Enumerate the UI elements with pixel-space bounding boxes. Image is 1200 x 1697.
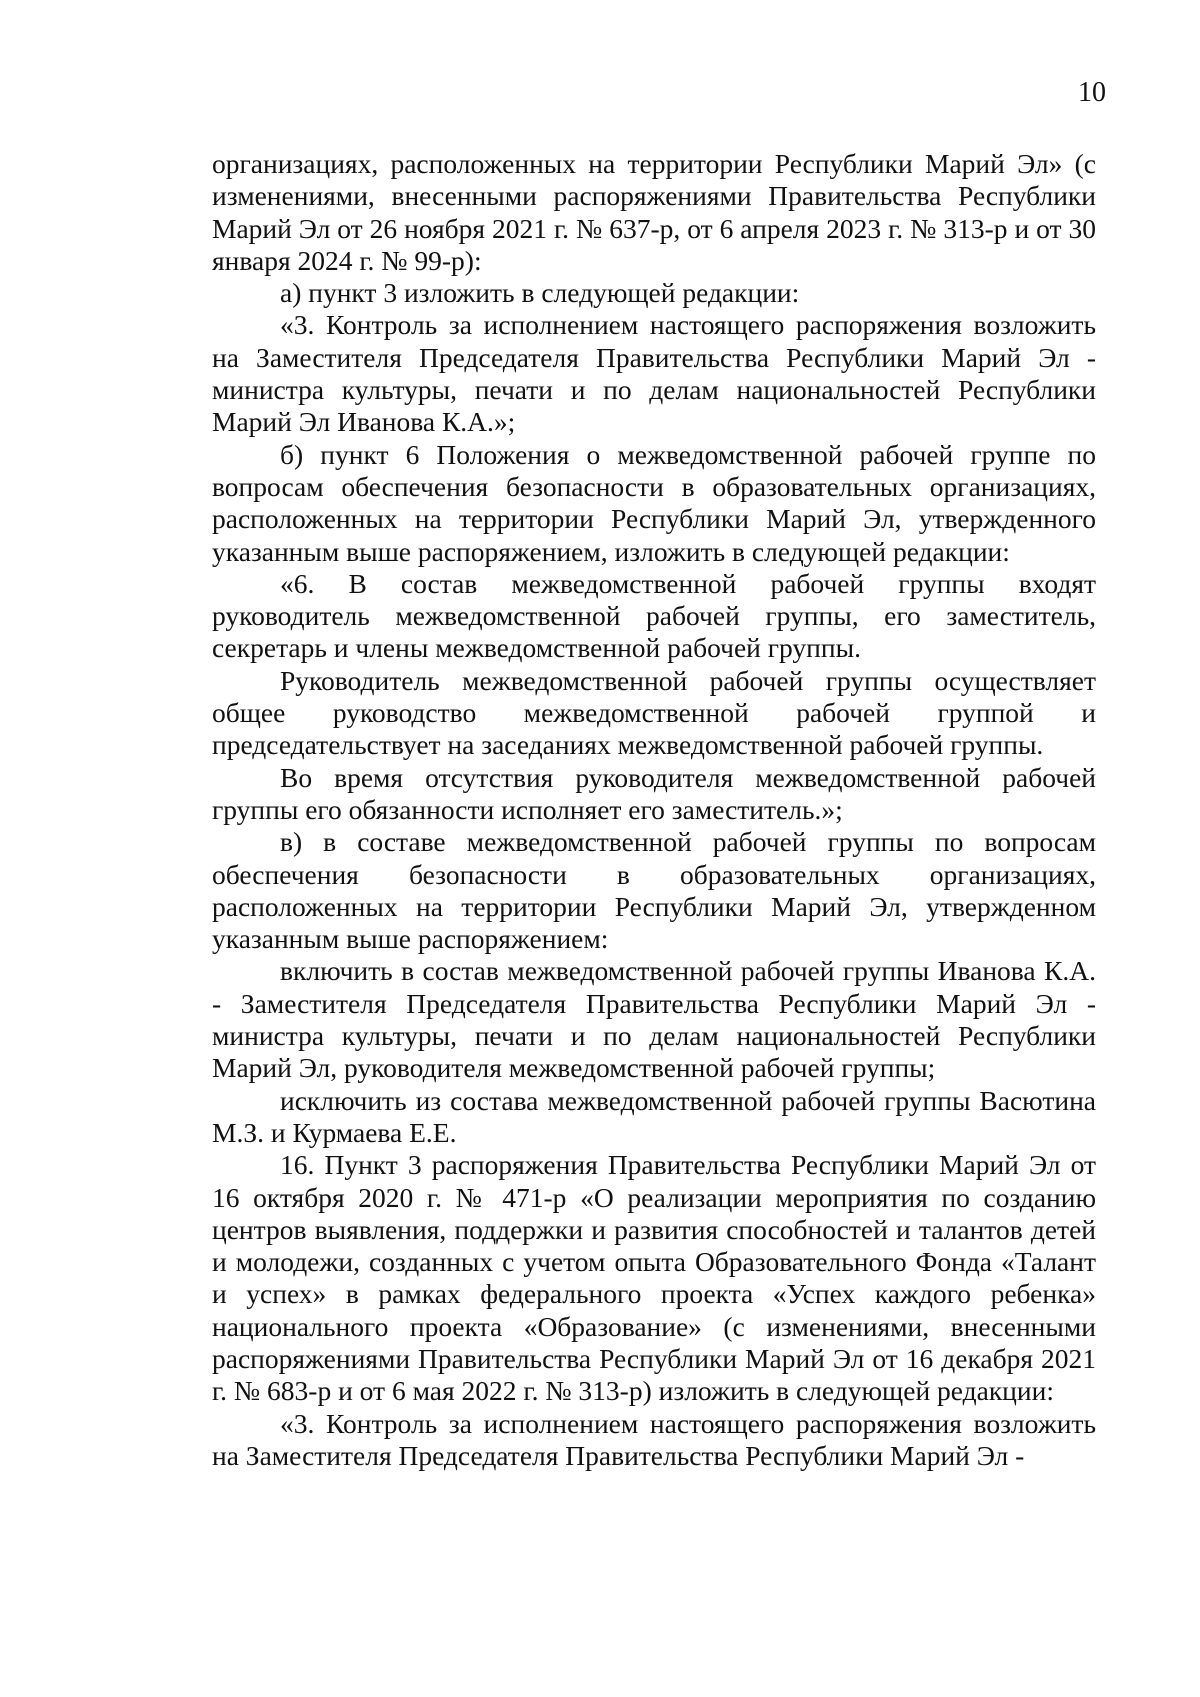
paragraph: 16. Пункт 3 распоряжения Правительства Республики Марий Эл от 16 октября 2020 г. № 471-р «О реализации мероприятия по созданию центров выявления, поддержки и развития способностей и талантов детей и молодежи, созданных с учетом опыта Образовательного Фонда «Талант и успех» в рамках федерального проекта «Успех каждого ребенка» национального проекта «Образование» (с изменениями, внесенными распоряжениями Правительства Республики Марий Эл от 16 декабря 2021 г. № 683-р и от 6 мая 2022 г. № 313-р) изложить в следующей редакции: [212, 1149, 1096, 1407]
paragraph: Руководитель межведомственной рабочей группы осуществляет общее руководство межведомственной рабочей группой и председательствует на заседаниях межведомственной рабочей группы. [212, 664, 1096, 761]
paragraph: «3. Контроль за исполнением настоящего распоряжения возложить на Заместителя Председателя Правительства Республики Марий Эл - министра культуры, печати и по делам национальностей Республики Марий Эл Иванова К.А.»; [212, 309, 1096, 438]
paragraph: исключить из состава межведомственной рабочей группы Васютина М.З. и Курмаева Е.Е. [212, 1084, 1096, 1148]
paragraph: б) пункт 6 Положения о межведомственной рабочей группе по вопросам обеспечения безопасности в образовательных организациях, расположенных на территории Республики Марий Эл, утвержденного указанным выше распоряжением, изложить в следующей редакции: [212, 438, 1096, 567]
paragraph: «6. В состав межведомственной рабочей группы входят руководитель межведомственной рабочей группы, его заместитель, секретарь и члены межведомственной рабочей группы. [212, 567, 1096, 664]
paragraph: а) пункт 3 изложить в следующей редакции: [280, 277, 800, 309]
paragraph: организациях, расположенных на территории Республики Марий Эл» (с изменениями, внесенными распоряжениями Правительства Республики Марий Эл от 26 ноября 2021 г. № 637-р, от 6 апреля 2023 г. № 313-р и от 30 января 2024 г. № 99-р): [212, 148, 1096, 276]
document-body [212, 148, 1096, 1472]
paragraph: Во время отсутствия руководителя межведомственной рабочей группы его обязанности исполняет его заместитель.»; [212, 761, 1096, 825]
paragraph: в) в составе межведомственной рабочей группы по вопросам обеспечения безопасности в образовательных организациях, расположенных на территории Республики Марий Эл, утвержденном указанным выше распоряжением: [212, 826, 1096, 955]
paragraph: «3. Контроль за исполнением настоящего распоряжения возложить на Заместителя Председателя Правительства Республики Марий Эл - [212, 1407, 1096, 1471]
page-number: 10 [1078, 77, 1106, 108]
paragraph: включить в состав межведомственной рабочей группы Иванова К.А. - Заместителя Председателя Правительства Республики Марий Эл - министра культуры, печати и по делам национальностей Республики Марий Эл, руководителя межведомственной рабочей группы; [212, 955, 1096, 1084]
